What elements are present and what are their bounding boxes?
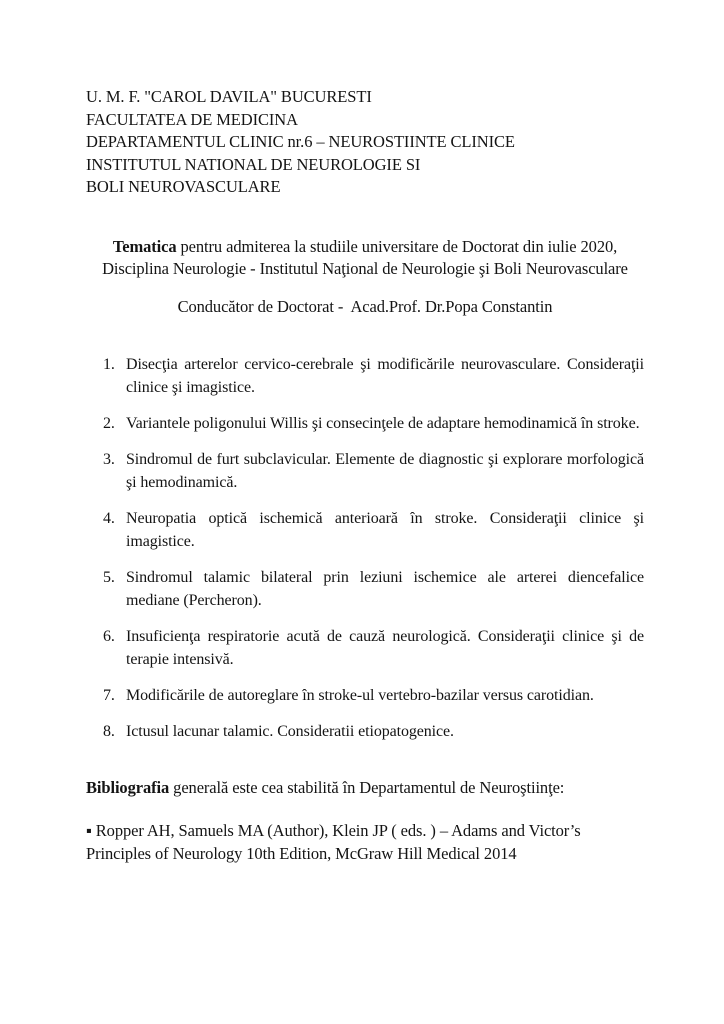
bibliography-intro-rest: generală este cea stabilită în Departamentul de Neuroştiinţe: — [169, 778, 565, 797]
topic-item-4 — [86, 507, 644, 553]
topic-item-1 — [86, 353, 644, 399]
topic-number: 7. — [103, 687, 115, 704]
tematica-title: Tematica — [112, 236, 177, 256]
topic-text: Variantele poligonului Willis şi consecinţele de adaptare hemodinamică în stroke. — [126, 415, 640, 432]
doctoral-advisor-line: Conducător de Doctorat - Acad.Prof. Dr.Popa Constantin — [177, 296, 553, 316]
letterhead-line-faculty: FACULTATEA DE MEDICINA — [86, 109, 298, 129]
topic-text: Modificările de autoreglare în stroke-ul vertebro-bazilar versus carotidian. — [126, 687, 594, 704]
topic-item-3 — [86, 448, 644, 494]
letterhead — [86, 86, 644, 199]
bibliography-intro — [86, 776, 644, 799]
letterhead-line-university: U. M. F. "CAROL DAVILA" BUCURESTI — [86, 87, 372, 106]
bibliography-entry — [86, 819, 644, 865]
letterhead-line-institute: INSTITUTUL NATIONAL DE NEUROLOGIE SI — [86, 154, 421, 174]
tematica-paragraph — [86, 236, 644, 281]
topic-text: Disecţia arterelor cervico-cerebrale şi modificările neurovasculare. Consideraţii clinice şi imagistice. — [126, 356, 644, 396]
topic-text: Sindromul talamic bilateral prin leziuni ischemice ale arterei diencefalice mediane (Percheron). — [126, 569, 644, 609]
topic-number: 4. — [103, 510, 115, 527]
topic-number: 8. — [103, 723, 115, 740]
topic-number: 3. — [103, 451, 115, 468]
bibliography-title: Bibliografia — [86, 778, 170, 797]
topic-number: 2. — [103, 415, 115, 432]
topic-item-6 — [86, 625, 644, 671]
tematica-line-1-rest: pentru admiterea la studiile universitare de Doctorat din iulie 2020, — [176, 236, 618, 256]
topic-item-5 — [86, 566, 644, 612]
letterhead-line-institute-2: BOLI NEUROVASCULARE — [86, 177, 281, 196]
topic-text: Neuropatia optică ischemică anterioară în stroke. Consideraţii clinice şi imagistice. — [126, 510, 644, 550]
topic-number: 5. — [103, 569, 115, 586]
bibliography-entry-line-1: ▪ Ropper AH, Samuels MA (Author), Klein JP ( eds. ) – Adams and Victor’s — [86, 821, 581, 840]
tematica-line-2: Disciplina Neurologie - Institutul Naţional de Neurologie şi Boli Neurovasculare — [102, 259, 628, 278]
topic-number: 6. — [103, 628, 115, 645]
topic-number: 1. — [103, 356, 115, 373]
bibliography-entry-line-2: Principles of Neurology 10th Edition, McGraw Hill Medical 2014 — [86, 844, 517, 863]
topic-item-8 — [86, 720, 644, 743]
topic-item-7 — [86, 684, 644, 707]
topics-list — [86, 353, 644, 743]
topic-text: Insuficienţa respiratorie acută de cauză neurologică. Consideraţii clinice şi de terapie intensivă. — [126, 628, 644, 668]
topic-item-2 — [86, 412, 644, 435]
topic-text: Sindromul de furt subclavicular. Elemente de diagnostic şi explorare morfologică şi hemodinamică. — [126, 451, 644, 491]
letterhead-line-department: DEPARTAMENTUL CLINIC nr.6 – NEUROSTIINTE CLINICE — [86, 132, 515, 151]
topic-text: Ictusul lacunar talamic. Consideratii etiopatogenice. — [126, 723, 454, 740]
tematica-line-1 — [86, 236, 644, 259]
